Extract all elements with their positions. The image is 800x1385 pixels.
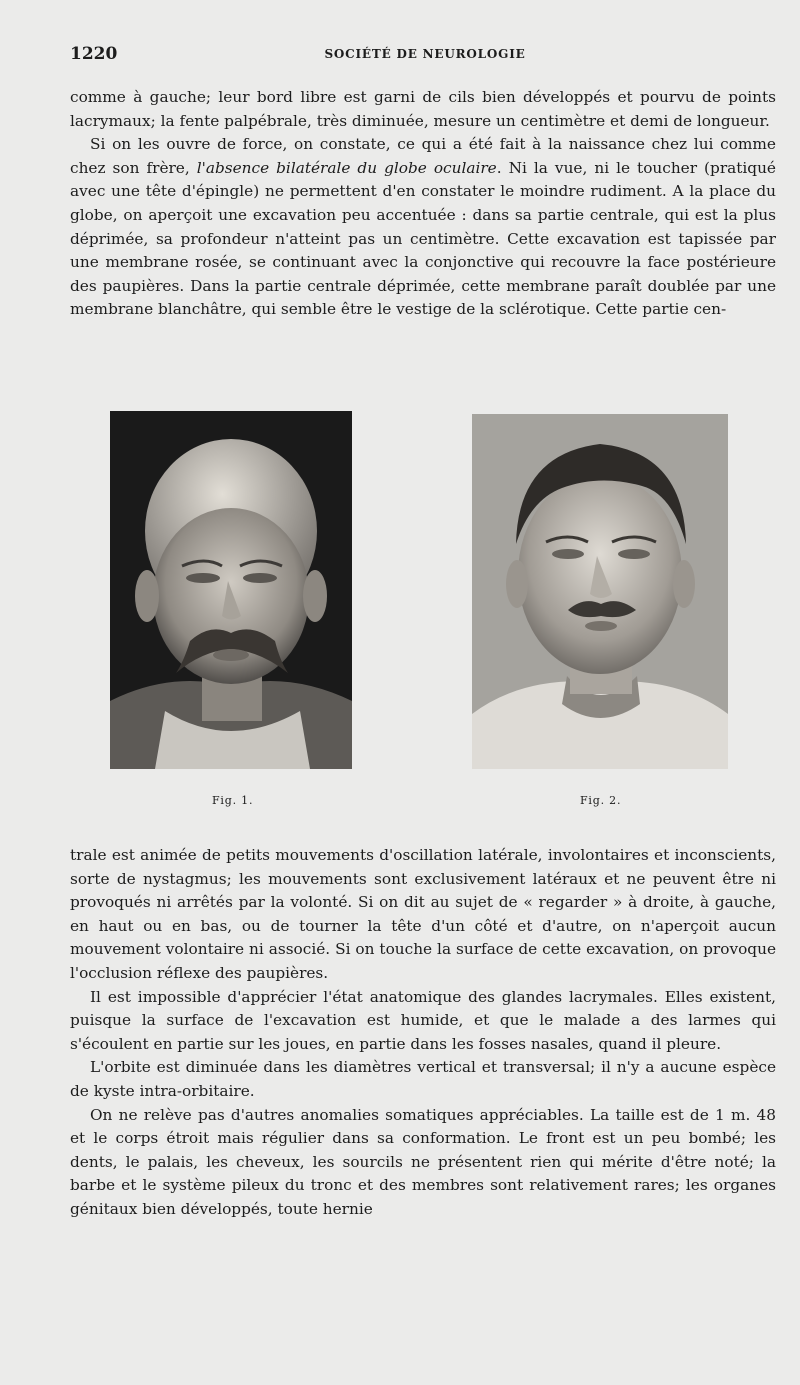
text-span: . Ni la vue, ni le toucher (pratiqué avec une tête d'épingle) ne permettent d'en constater le moindre rudiment. A la place du globe, on aperçoit une excavation peu accentuée : dans sa partie centrale, qui est la plus déprimée, sa profondeur n'atteint pas un centimètre. Cette excavation est tapissée par une membrane rosée, se continuant avec la conjonctive qui recouvre la face postérieure des paupières. Dans la partie centrale déprimée, cette membrane paraît doublée par une membrane blanchâtre, qui semble être le vestige de la sclérotique. Cette partie cen- — [70, 158, 776, 319]
paragraph: trale est animée de petits mouvements d'oscillation latérale, involontaires et inconscients, sorte de nystagmus; les mouvements sont exclusivement latéraux et ne peuvent être ni provoqués ni arrêtés par la volonté. Si on dit au sujet de « regarder » à droite, à gauche, en haut ou en bas, ou de tourner la tête d'un côté et d'autre, on n'aperçoit aucun mouvement volontaire ni associé. Si on touche la surface de cette excavation, on provoque l'occlusion réflexe des paupières. — [70, 846, 776, 982]
portrait-photo-1 — [110, 411, 352, 769]
paragraph: On ne relève pas d'autres anomalies somatiques appréciables. La taille est de 1 m. 48 et le corps étroit mais régulier dans sa conformation. Le front est un peu bombé; les dents, le palais, les cheveux, les sourcils ne présentent rien qui mérite d'être noté; la barbe et le système pileux du tronc et des membres sont relativement rares; les organes génitaux bien développés, toute hernie — [70, 1105, 776, 1218]
figure-2-photo — [472, 414, 728, 769]
figure-1-photo — [110, 411, 352, 769]
paragraph: Il est impossible d'apprécier l'état anatomique des glandes lacrymales. Elles existent, puisque la surface de l'excavation est humide, et que le malade a des larmes qui s'écoulent en partie sur les joues, en partie dans les fosses nasales, quand il pleure. — [70, 987, 776, 1053]
text-block-bottom — [70, 844, 776, 1222]
page-header — [70, 44, 780, 68]
portrait-photo-2 — [472, 414, 728, 769]
running-title: SOCIÉTÉ DE NEUROLOGIE — [324, 47, 526, 61]
page-number: 1220 — [70, 44, 118, 64]
paragraph — [70, 133, 776, 322]
figure-1-caption: Fig. 1. — [212, 794, 254, 807]
text-span: Si on les ouvre de force, on constate, ce qui a été fait à la naissance chez lui comme chez son frère, — [70, 135, 776, 177]
paragraph: comme à gauche; leur bord libre est garni de cils bien développés et pourvu de points lacrymaux; la fente palpébrale, très diminuée, mesure un centimètre et demi de longueur. — [70, 88, 776, 130]
text-block-top — [70, 86, 776, 322]
italic-text: l'absence bilatérale du globe oculaire — [196, 158, 497, 177]
figure-2-caption: Fig. 2. — [580, 794, 622, 807]
paragraph: L'orbite est diminuée dans les diamètres vertical et transversal; il n'y a aucune espèce de kyste intra-orbitaire. — [70, 1058, 776, 1100]
